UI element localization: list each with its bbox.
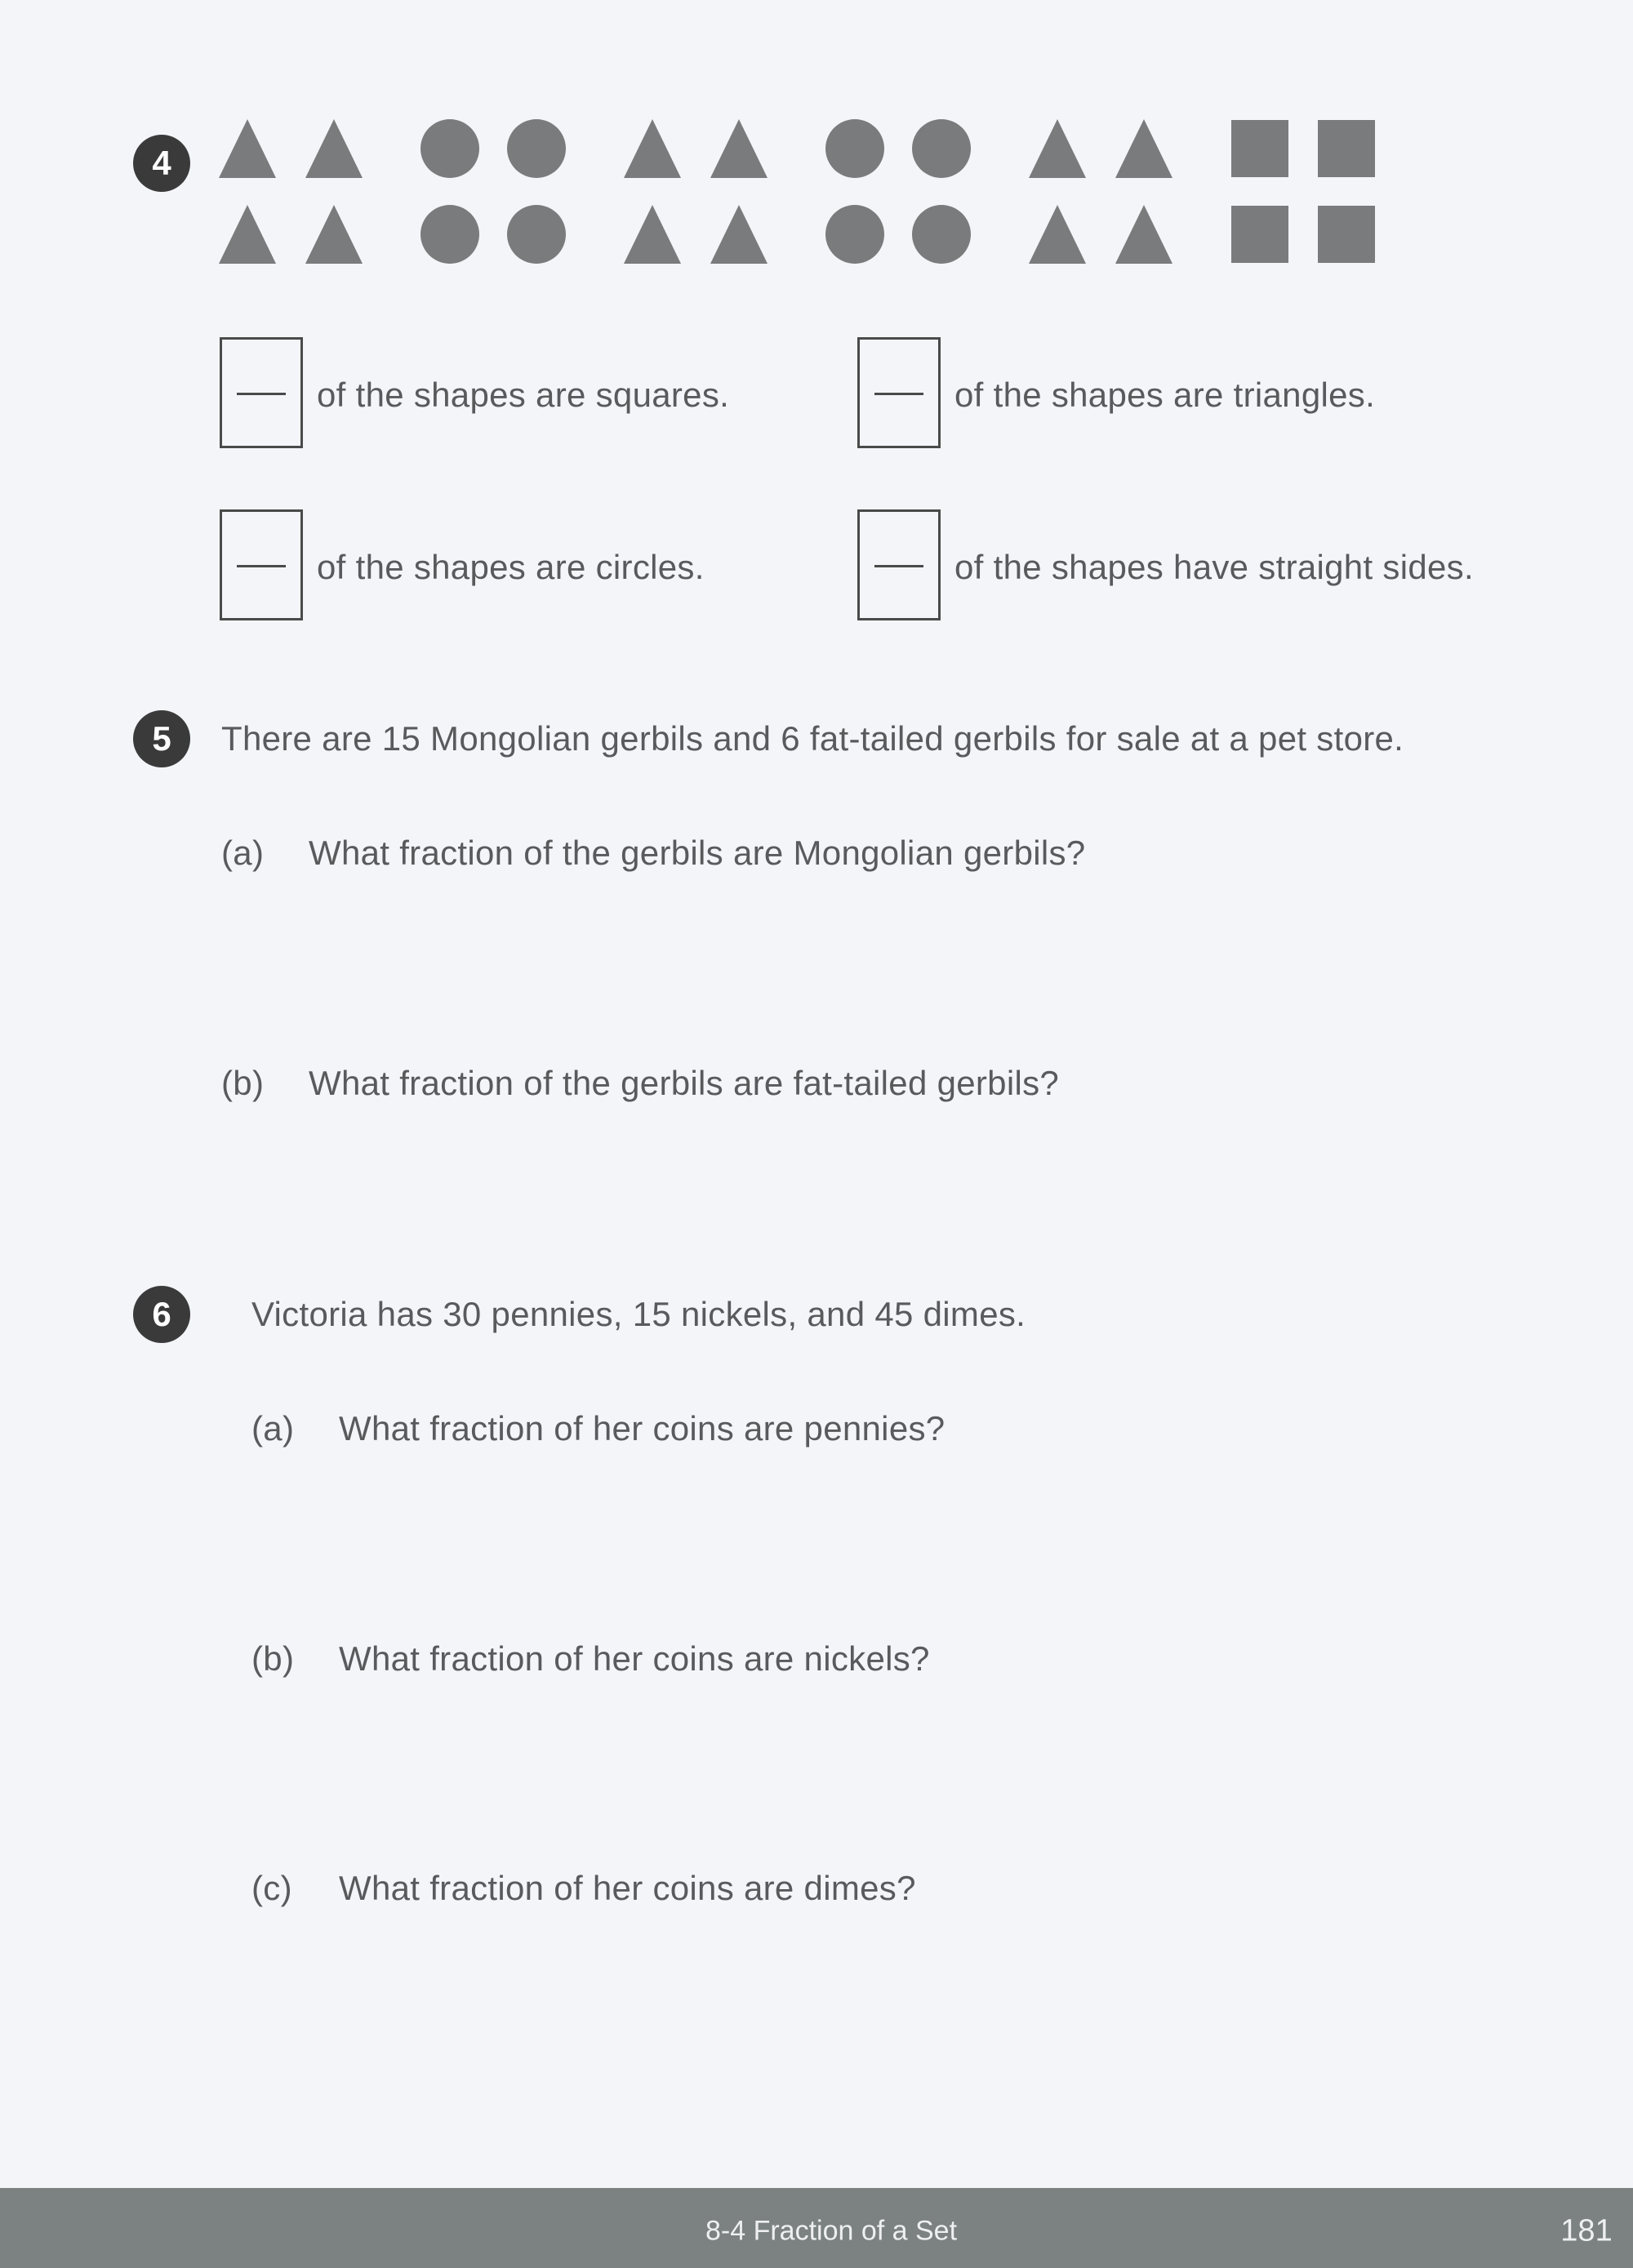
question-5-text: There are 15 Mongolian gerbils and 6 fat-tailed gerbils for sale at a pet store.	[221, 719, 1404, 758]
fraction-bar	[237, 565, 286, 567]
circle-shape	[420, 205, 479, 264]
question-5-number: 5	[133, 710, 190, 767]
statement-triangles: of the shapes are triangles.	[954, 376, 1376, 414]
page-footer	[0, 2188, 1633, 2268]
circle-shape	[420, 119, 479, 178]
page-number: 181	[1560, 2213, 1613, 2248]
part-label: (a)	[251, 1409, 295, 1448]
statement-circles: of the shapes are circles.	[317, 548, 705, 586]
fraction-bar	[237, 393, 286, 395]
statement-squares: of the shapes are squares.	[317, 376, 730, 414]
square-shape	[1318, 120, 1375, 177]
circle-shape	[912, 119, 971, 178]
question-4-number: 4	[133, 135, 190, 192]
part-label: (b)	[221, 1064, 265, 1102]
statement-straight-sides: of the shapes have straight sides.	[954, 548, 1474, 586]
question-6-number: 6	[133, 1286, 190, 1343]
triangle-shape	[305, 119, 363, 178]
answer-box-triangles[interactable]	[857, 337, 941, 448]
triangle-shape	[710, 205, 768, 264]
fraction-bar	[874, 565, 923, 567]
square-shape	[1231, 120, 1288, 177]
triangle-shape	[1115, 205, 1172, 264]
triangle-shape	[305, 205, 363, 264]
circle-shape	[507, 119, 566, 178]
fraction-bar	[874, 393, 923, 395]
circle-shape	[825, 119, 884, 178]
circle-shape	[507, 205, 566, 264]
answer-box-straight-sides[interactable]	[857, 509, 941, 620]
answer-box-circles[interactable]	[220, 509, 303, 620]
triangle-shape	[1029, 119, 1086, 178]
part-label: (b)	[251, 1639, 295, 1678]
answer-box-squares[interactable]	[220, 337, 303, 448]
triangle-shape	[1029, 205, 1086, 264]
square-shape	[1318, 206, 1375, 263]
part-label: (a)	[221, 834, 265, 872]
question-6-text: Victoria has 30 pennies, 15 nickels, and 45 dimes.	[251, 1295, 1026, 1333]
question-5b-text: What fraction of the gerbils are fat-tailed gerbils?	[309, 1064, 1060, 1102]
section-title: 8-4 Fraction of a Set	[705, 2215, 958, 2247]
question-5a-text: What fraction of the gerbils are Mongolian gerbils?	[309, 834, 1086, 872]
part-label: (c)	[251, 1869, 292, 1907]
triangle-shape	[1115, 119, 1172, 178]
circle-shape	[825, 205, 884, 264]
triangle-shape	[219, 119, 276, 178]
question-6c-text: What fraction of her coins are dimes?	[339, 1869, 916, 1907]
circle-shape	[912, 205, 971, 264]
triangle-shape	[219, 205, 276, 264]
triangle-shape	[710, 119, 768, 178]
triangle-shape	[624, 205, 681, 264]
square-shape	[1231, 206, 1288, 263]
question-6a-text: What fraction of her coins are pennies?	[339, 1409, 946, 1448]
question-6b-text: What fraction of her coins are nickels?	[339, 1639, 930, 1678]
triangle-shape	[624, 119, 681, 178]
